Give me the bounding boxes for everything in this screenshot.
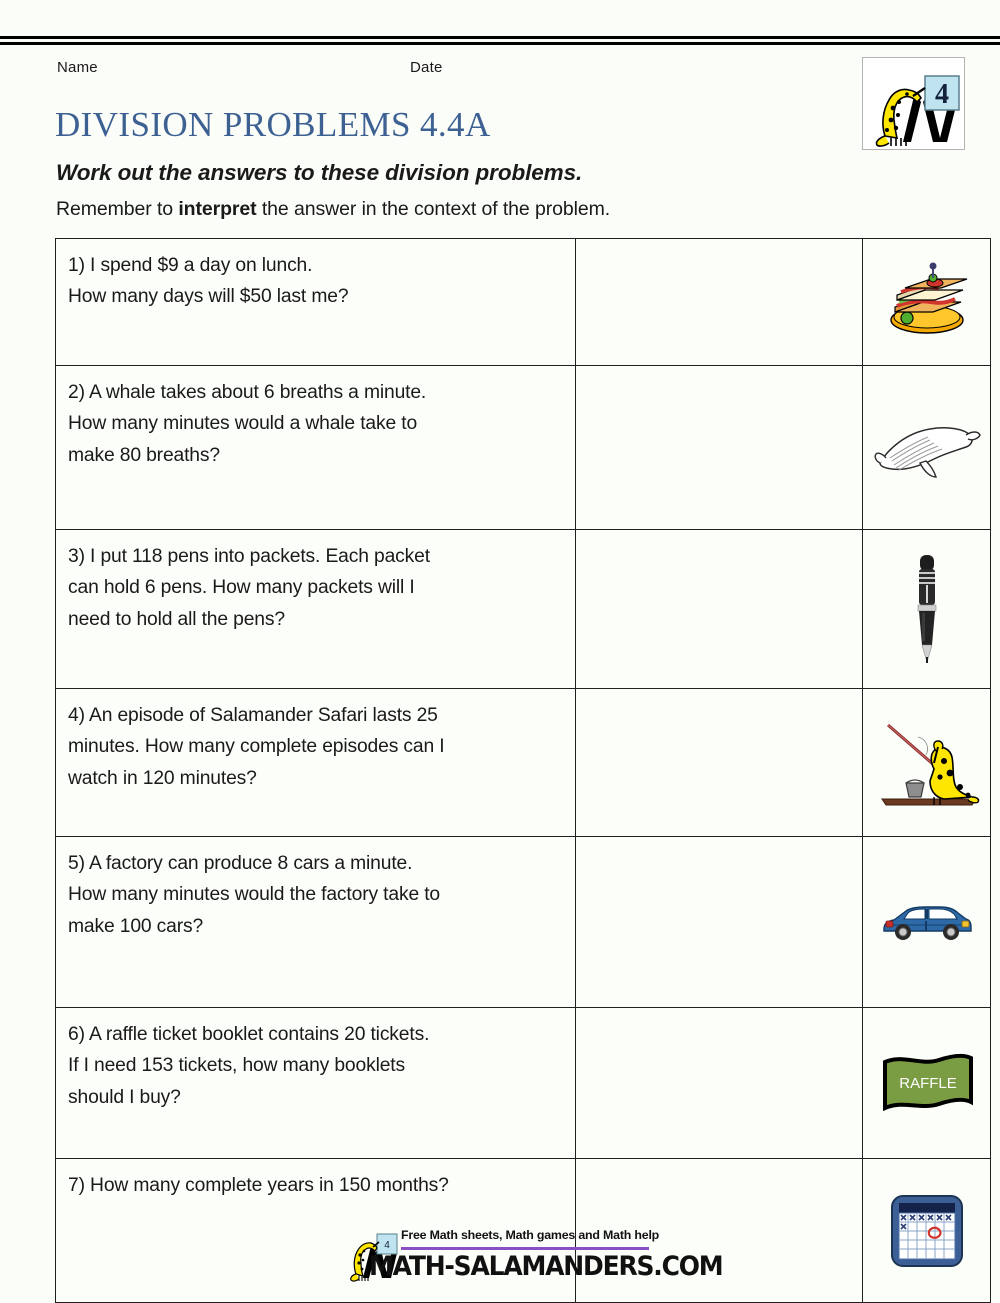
illustration-cell-3: [863, 530, 991, 689]
illustration-cell-6: [863, 1008, 991, 1159]
sandwich-icon: [875, 262, 979, 342]
footer: [0, 1222, 1000, 1289]
reminder-keyword: interpret: [178, 198, 257, 220]
table-row: [56, 239, 991, 366]
question-line: 2) A whale takes about 6 breaths a minute.: [68, 382, 427, 403]
date-label: Date: [410, 59, 443, 76]
question-line: 4) An episode of Salamander Safari lasts 25: [68, 705, 438, 726]
question-line: minutes. How many complete episodes can I: [68, 736, 445, 758]
illustration-cell-1: [863, 239, 991, 366]
problems-table-body: [56, 239, 991, 1303]
answer-cell-2[interactable]: [576, 366, 863, 530]
question-cell-2: [56, 366, 576, 530]
header-rule: [0, 36, 1000, 45]
illustration-cell-4: [863, 689, 991, 837]
illustration-cell-2: [863, 366, 991, 530]
answer-cell-1[interactable]: [576, 239, 863, 366]
question-line: How many minutes would a whale take to: [68, 413, 418, 435]
answer-cell-4[interactable]: [576, 689, 863, 837]
car-icon: [880, 901, 974, 943]
question-line: 7) How many complete years in 150 months?: [68, 1175, 449, 1196]
raffle-flag-icon: [877, 1050, 977, 1116]
question-line: need to hold all the pens?: [68, 608, 285, 630]
page-subtitle: Work out the answers to these division problems.: [56, 160, 583, 185]
question-cell-4: [56, 689, 576, 837]
question-line: can hold 6 pens. How many packets will I: [68, 577, 415, 599]
problems-table: [55, 238, 991, 1303]
question-line: How many days will $50 last me?: [68, 286, 349, 308]
footer-wordmark: MATH-SALAMANDERS.COM: [369, 1250, 723, 1282]
question-cell-1: [56, 239, 576, 366]
question-line: 5) A factory can produce 8 cars a minute.: [68, 853, 413, 874]
question-line: watch in 120 minutes?: [68, 767, 257, 789]
footer-logo-group: [345, 1222, 723, 1284]
question-line: If I need 153 tickets, how many booklets: [68, 1055, 405, 1077]
svg-text:4: 4: [935, 79, 949, 110]
question-line: should I buy?: [68, 1086, 181, 1108]
pen-icon: [907, 549, 947, 669]
question-line: make 100 cars?: [68, 915, 204, 937]
name-label: Name: [57, 59, 98, 76]
question-line: How many minutes would the factory take to: [68, 884, 441, 906]
answer-cell-6[interactable]: [576, 1008, 863, 1159]
whale-icon: [872, 413, 982, 483]
reminder-text-before: Remember to: [56, 198, 179, 220]
question-cell-3: [56, 530, 576, 689]
svg-text:4: 4: [384, 1240, 390, 1251]
page-title: DIVISION PROBLEMS 4.4A: [55, 105, 491, 144]
table-row: [56, 689, 991, 837]
header-logo-box: [862, 57, 965, 150]
question-cell-6: [56, 1008, 576, 1159]
question-line: 3) I put 118 pens into packets. Each packet: [68, 546, 430, 567]
reminder-text-after: the answer in the context of the problem.: [256, 198, 611, 220]
table-row: [56, 1008, 991, 1159]
table-row: [56, 530, 991, 689]
salamander-fishing-icon: [872, 717, 982, 809]
question-cell-5: [56, 837, 576, 1008]
question-line: 1) I spend $9 a day on lunch.: [68, 255, 313, 276]
raffle-flag-label: RAFFLE: [898, 1075, 957, 1092]
answer-cell-5[interactable]: [576, 837, 863, 1008]
table-row: [56, 366, 991, 530]
illustration-cell-5: [863, 837, 991, 1008]
question-line: make 80 breaths?: [68, 444, 220, 466]
page-reminder: [56, 198, 610, 221]
salamander-easel-logo: [863, 58, 964, 149]
answer-cell-3[interactable]: [576, 530, 863, 689]
question-line: 6) A raffle ticket booklet contains 20 tickets.: [68, 1024, 430, 1045]
footer-tagline: Free Math sheets, Math games and Math help: [401, 1228, 660, 1242]
table-row: [56, 837, 991, 1008]
